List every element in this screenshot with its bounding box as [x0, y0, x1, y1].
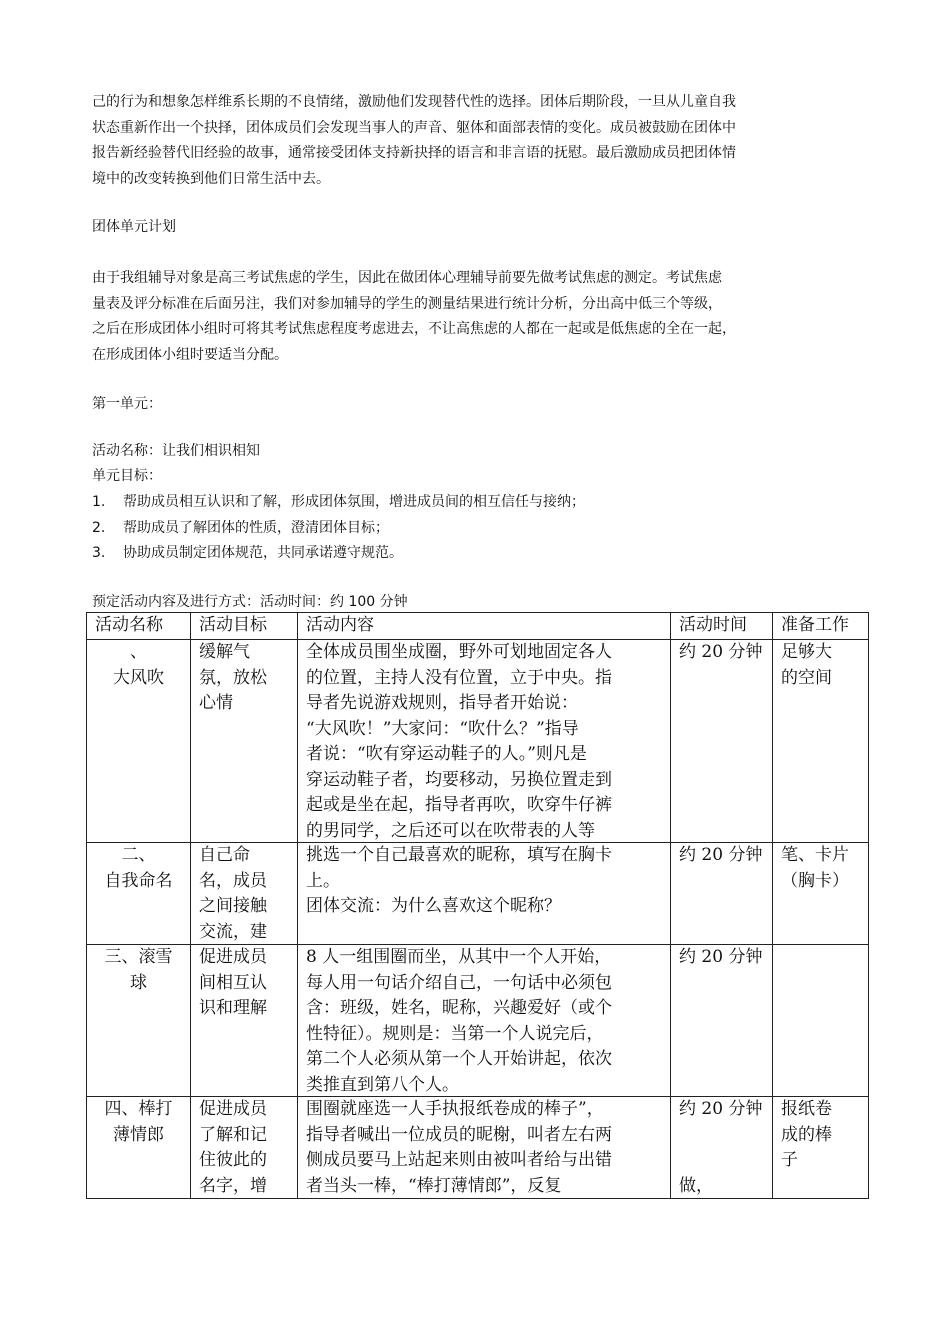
cell-activity-content-line: 的男同学，之后还可以在吹带表的人等 — [306, 820, 595, 841]
table-row — [87, 640, 869, 843]
cell-activity-content-line: 类推直到第八个人。 — [306, 1074, 459, 1095]
cell-activity-time-line: 约 20 分钟 — [679, 845, 763, 865]
cell-activity-goal — [191, 1097, 298, 1199]
cell-activity-goal-line: 识和理解 — [199, 998, 267, 1018]
header-activity-content: 活动内容 — [298, 613, 671, 640]
cell-preparation-line: 笔、卡片 — [781, 845, 849, 865]
plan-intro-paragraph — [92, 266, 872, 368]
cell-activity-name-line: 二、 — [121, 845, 156, 865]
cell-activity-time-line — [679, 1148, 772, 1174]
cell-activity-content-line: 8 人一组围圈而坐，从其中一个人开始， — [306, 947, 612, 967]
cell-activity-time — [671, 945, 773, 1097]
cell-activity-content-line: 团体交流：为什么喜欢这个昵称？ — [306, 896, 561, 916]
table-body — [87, 640, 869, 1199]
cell-activity-name — [87, 1097, 191, 1199]
cell-preparation-line: 报纸卷 — [781, 1099, 832, 1119]
table-row — [87, 945, 869, 1097]
cell-activity-content-line: 指导者喊出一位成员的昵榭，叫者左右两 — [306, 1124, 612, 1145]
cell-activity-goal — [191, 640, 298, 843]
cell-activity-name — [87, 843, 191, 945]
cell-activity-name — [87, 945, 191, 1097]
cell-activity-content-line: 者说：“吹有穿运动鞋子的人。”则凡是 — [306, 744, 587, 764]
cell-preparation — [773, 640, 869, 843]
cell-activity-content-line: 的位置，主持人没有位置，立于中央。指 — [306, 667, 612, 688]
cell-preparation — [773, 1097, 869, 1199]
cell-activity-content-line: 导者先说游戏规则，指导者开始说： — [306, 693, 578, 713]
cell-activity-name-line: 三、滚雪 — [104, 947, 173, 967]
cell-activity-goal — [191, 945, 298, 1097]
table-row — [87, 1097, 869, 1199]
cell-activity-content-line: 者当头一棒，“棒打薄情郎”，反复 — [306, 1175, 562, 1196]
cell-activity-time-line: 约 20 分钟 — [679, 1099, 763, 1119]
cell-activity-time-line: 约 20 分钟 — [679, 947, 763, 967]
cell-activity-name-line: 、 — [130, 642, 147, 662]
goal-list — [92, 490, 872, 567]
cell-activity-time — [671, 1097, 773, 1199]
cell-activity-time — [671, 843, 773, 945]
cell-activity-content-line: 围圈就座选一人手执报纸卷成的棒子”， — [306, 1099, 604, 1119]
header-activity-name: 活动名称 — [87, 613, 191, 640]
cell-activity-goal-line: 住彼此的 — [199, 1150, 267, 1170]
cell-activity-content-line: 上。 — [306, 870, 340, 891]
cell-activity-name-line: 四、棒打 — [104, 1099, 173, 1119]
cell-activity-goal-line: 名字，增 — [199, 1175, 267, 1196]
plan-intro-line: 由于我组辅导对象是高三考试焦虑的学生，因此在做团体心理辅导前要先做考试焦虑的测定。考试焦虑 — [92, 270, 722, 286]
cell-activity-content-line: 第二个人必须从第一个人开始讲起，依次 — [306, 1049, 612, 1069]
goal-heading: 单元目标： — [92, 468, 162, 484]
cell-activity-name-line: 大风吹 — [113, 667, 164, 688]
cell-activity-content — [298, 843, 671, 945]
cell-activity-goal — [191, 843, 298, 945]
cell-preparation-line: 的空间 — [781, 667, 832, 688]
cell-activity-goal-line: 名，成员 — [199, 870, 267, 891]
cell-activity-content — [298, 945, 671, 1097]
unit-title: 第一单元： — [92, 396, 162, 412]
intro-line: 己的行为和想象怎样维系长期的不良情绪，激励他们发现替代性的选择。团体后期阶段，一旦从儿童自我 — [92, 94, 736, 110]
cell-activity-goal-line: 氛，放松 — [199, 667, 267, 688]
header-preparation: 准备工作 — [773, 613, 869, 640]
plan-intro-line: 量表及评分标准在后面另注，我们对参加辅导的学生的测量结果进行统计分析，分出高中低三个等级， — [92, 295, 722, 312]
cell-activity-name-line: 薄情郎 — [113, 1124, 164, 1145]
cell-activity-content-line: 每人用一句话介绍自己，一句话中必须包 — [306, 972, 612, 993]
cell-activity-goal-line: 间相互认 — [199, 972, 267, 993]
cell-preparation — [773, 843, 869, 945]
plan-intro-line: 在形成团体小组时要适当分配。 — [92, 346, 288, 363]
cell-activity-goal-line: 自己命 — [199, 845, 250, 865]
cell-activity-content — [298, 1097, 671, 1199]
cell-preparation-line: 子 — [781, 1150, 798, 1170]
intro-line: 报告新经验替代旧经验的故事，通常接受团体支持新抉择的语言和非言语的抚慰。最后激励成员把团体情 — [92, 145, 736, 161]
table-header-row — [87, 613, 869, 640]
activity-table — [86, 612, 869, 1199]
cell-activity-time-line — [679, 1123, 772, 1149]
cell-activity-goal-line: 交流，建 — [199, 921, 267, 942]
cell-activity-content — [298, 640, 671, 843]
cell-activity-name-line: 球 — [130, 972, 147, 993]
cell-activity-content-line: “大风吹！”大家问：“吹什么？”指导 — [306, 718, 579, 739]
cell-activity-goal-line: 之间接触 — [199, 896, 267, 916]
plan-intro-line: 之后在形成团体小组时可将其考试焦虑程度考虑进去，不让高焦虑的人都在一起或是低焦虑的全在一起， — [92, 321, 736, 337]
schedule-label: 预定活动内容及进行方式：活动时间：约 100 分钟 — [92, 594, 408, 610]
cell-activity-time — [671, 640, 773, 843]
cell-activity-name — [87, 640, 191, 843]
cell-preparation-line: 足够大 — [781, 642, 832, 662]
cell-activity-time-line: 做， — [679, 1175, 713, 1196]
cell-preparation-line: （胸卡） — [781, 870, 849, 891]
table-row — [87, 843, 869, 945]
cell-activity-content-line: 含：班级，姓名，昵称，兴趣爱好（或个 — [306, 998, 612, 1018]
activity-name: 活动名称：让我们相识相知 — [92, 443, 260, 459]
header-activity-time: 活动时间 — [671, 613, 773, 640]
cell-activity-content-line: 性特征）。规则是：当第一个人说完后， — [306, 1023, 604, 1044]
intro-line: 状态重新作出一个抉择，团体成员们会发现当事人的声音、躯体和面部表情的变化。成员被鼓励在团体中 — [92, 119, 736, 136]
cell-preparation-line: 成的棒 — [781, 1124, 832, 1145]
section-title: 团体单元计划 — [92, 219, 176, 235]
cell-activity-goal-line: 心情 — [199, 693, 233, 713]
cell-activity-time-line: 约 20 分钟 — [679, 642, 763, 662]
goal-item: 3. 协助成员制定团体规范，共同承诺遵守规范。 — [92, 545, 403, 561]
intro-paragraph — [92, 90, 872, 192]
intro-line: 境中的改变转换到他们日常生活中去。 — [92, 170, 330, 187]
goal-item: 1. 帮助成员相互认识和了解，形成团体氛围，增进成员间的相互信任与接纳； — [92, 494, 585, 510]
cell-activity-content-line: 全体成员围坐成圈，野外可划地固定各人 — [306, 642, 612, 662]
header-activity-goal: 活动目标 — [191, 613, 298, 640]
cell-activity-content-line: 挑选一个自己最喜欢的昵称，填写在胸卡 — [306, 845, 612, 865]
cell-activity-content-line: 穿运动鞋子者，均要移动，另换位置走到 — [306, 769, 612, 790]
cell-activity-content-line: 侧成员要马上站起来则由被叫者给与出错 — [306, 1150, 612, 1170]
cell-activity-goal-line: 缓解气 — [199, 642, 250, 662]
cell-activity-goal-line: 了解和记 — [199, 1124, 267, 1145]
cell-activity-name-line: 自我命名 — [104, 870, 173, 891]
cell-activity-content-line: 起或是坐在起，指导者再吹，吹穿牛仔裤 — [306, 795, 612, 815]
cell-preparation — [773, 945, 869, 1097]
cell-activity-goal-line: 促进成员 — [199, 947, 267, 967]
cell-activity-goal-line: 促进成员 — [199, 1099, 267, 1119]
goal-item: 2. 帮助成员了解团体的性质，澄清团体目标； — [92, 519, 389, 536]
